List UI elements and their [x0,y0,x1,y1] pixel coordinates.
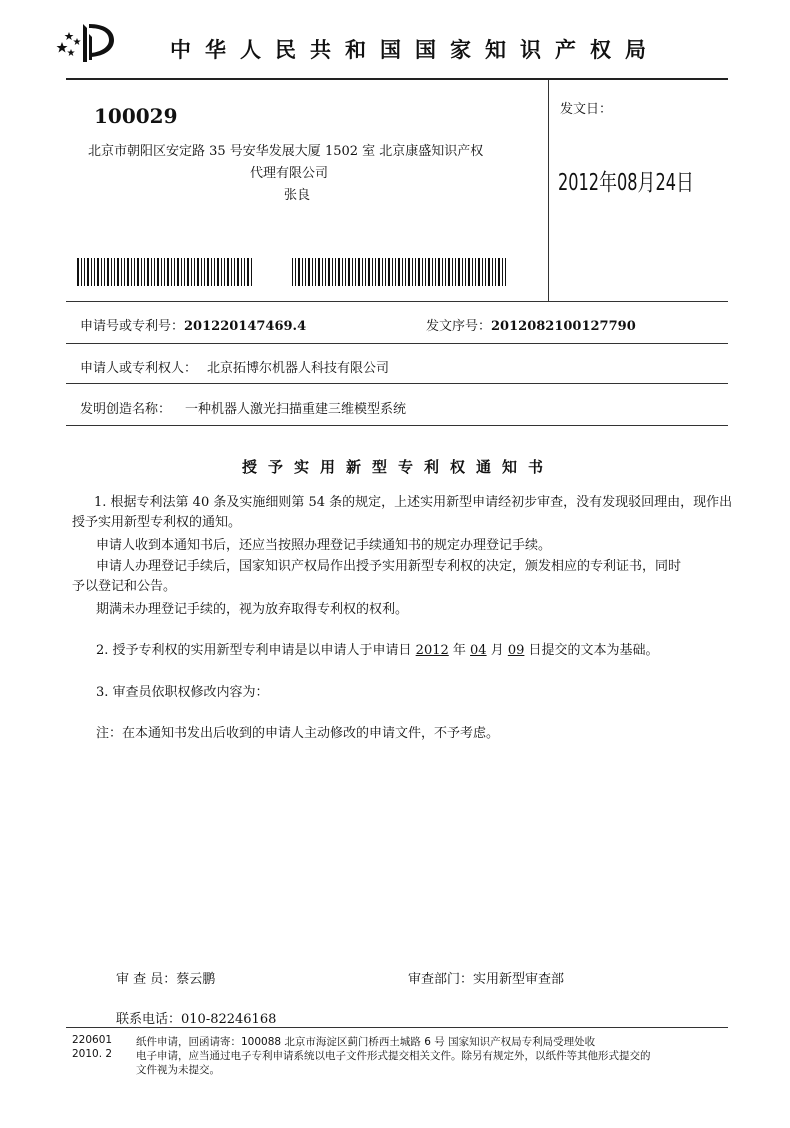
application-number: 201220147469.4 [184,319,307,334]
barcode-left [77,258,253,286]
notice-paragraph-4: 期满未办理登记手续的，视为放弃取得专利权的权利。 [96,602,409,617]
invention-row [80,398,406,417]
dispatch-date-label: 发文日： [560,102,613,117]
paragraph-5-prefix: 2. 授予专利权的实用新型专利申请是以申请人于申请日 [96,643,416,658]
year-unit: 年 [448,643,471,658]
footer-rule [66,1027,728,1028]
notice-paragraph-3-line1: 申请人办理登记手续后，国家知识产权局作出授予实用新型专利权的决定，颁发相应的专利证书，同时 [96,559,682,574]
footer-line-2: 电子申请，应当通过电子专利申请系统以电子文件形式提交相关文件。除另有规定外，以纸件等其他形式提交的 [136,1050,651,1062]
notice-paragraph-6: 3. 审查员依职权修改内容为： [96,685,269,700]
filing-day: 09 [507,643,525,658]
recipient-address-line1: 北京市朝阳区安定路 35 号安华发展大厦 1502 室 北京康盛知识产权 [88,144,484,159]
cnipa-emblem-icon [56,20,116,64]
rule-invention-top [66,383,728,384]
invention-title: 一种机器人激光扫描重建三维模型系统 [185,402,407,417]
applicant-row [80,357,389,376]
month-unit: 月 [486,643,508,658]
invention-label: 发明创造名称： [80,402,172,417]
recipient-name: 张良 [284,188,311,203]
application-number-label: 申请号或专利号： [80,319,185,334]
notice-note: 注：在本通知书发出后收到的申请人主动修改的申请文件，不予考虑。 [96,726,500,741]
address-divider [548,80,549,301]
form-code: 220601 [72,1034,113,1046]
examination-department: 审查部门：实用新型审查部 [408,972,565,987]
examiner: 审 查 员：蔡云鹏 [116,972,216,987]
postcode: 100029 [94,104,178,128]
form-version: 2010. 2 [72,1048,113,1060]
applicant-label: 申请人或专利权人： [80,361,198,376]
document-number: 2012082100127790 [491,319,636,334]
filing-year: 2012 [415,643,449,658]
office-title: 中华人民共和国国家知识产权局 [170,38,660,62]
notice-paragraph-1-line1: 1. 根据专利法第 40 条及实施细则第 54 条的规定，上述实用新型申请经初步审查，没有发现驳回理由，现作出 [94,495,733,510]
recipient-address-line2: 代理有限公司 [250,166,329,181]
notice-paragraph-5 [96,641,659,661]
application-number-row [80,315,306,334]
document-number-label: 发文序号： [426,319,492,334]
barcode-right [292,258,506,286]
rule-fields-top [66,301,728,302]
footer-line-3: 文件视为未提交。 [136,1064,220,1076]
notice-paragraph-2: 申请人收到本通知书后，还应当按照办理登记手续通知书的规定办理登记手续。 [96,538,552,553]
footer-line-1: 纸件申请，回函请寄：100088 北京市海淀区蓟门桥西土城路 6 号 国家知识产权局专利局受理处收 [136,1036,596,1048]
dispatch-date: 2012年08月24日 [558,170,694,196]
notice-title: 授予实用新型专利权通知书 [241,458,554,476]
filing-month: 04 [470,643,487,658]
applicant-name: 北京拓博尔机器人科技有限公司 [207,361,390,376]
rule-applicant-top [66,343,728,344]
rule-fields-bottom [66,425,728,426]
document-number-row [426,315,636,334]
notice-paragraph-3-line2: 予以登记和公告。 [72,579,177,594]
contact-phone: 联系电话：010-82246168 [116,1012,277,1027]
paragraph-5-suffix: 日提交的文本为基础。 [524,643,659,658]
notice-paragraph-1-line2: 授予实用新型专利权的通知。 [72,515,242,530]
header-rule [66,78,728,80]
